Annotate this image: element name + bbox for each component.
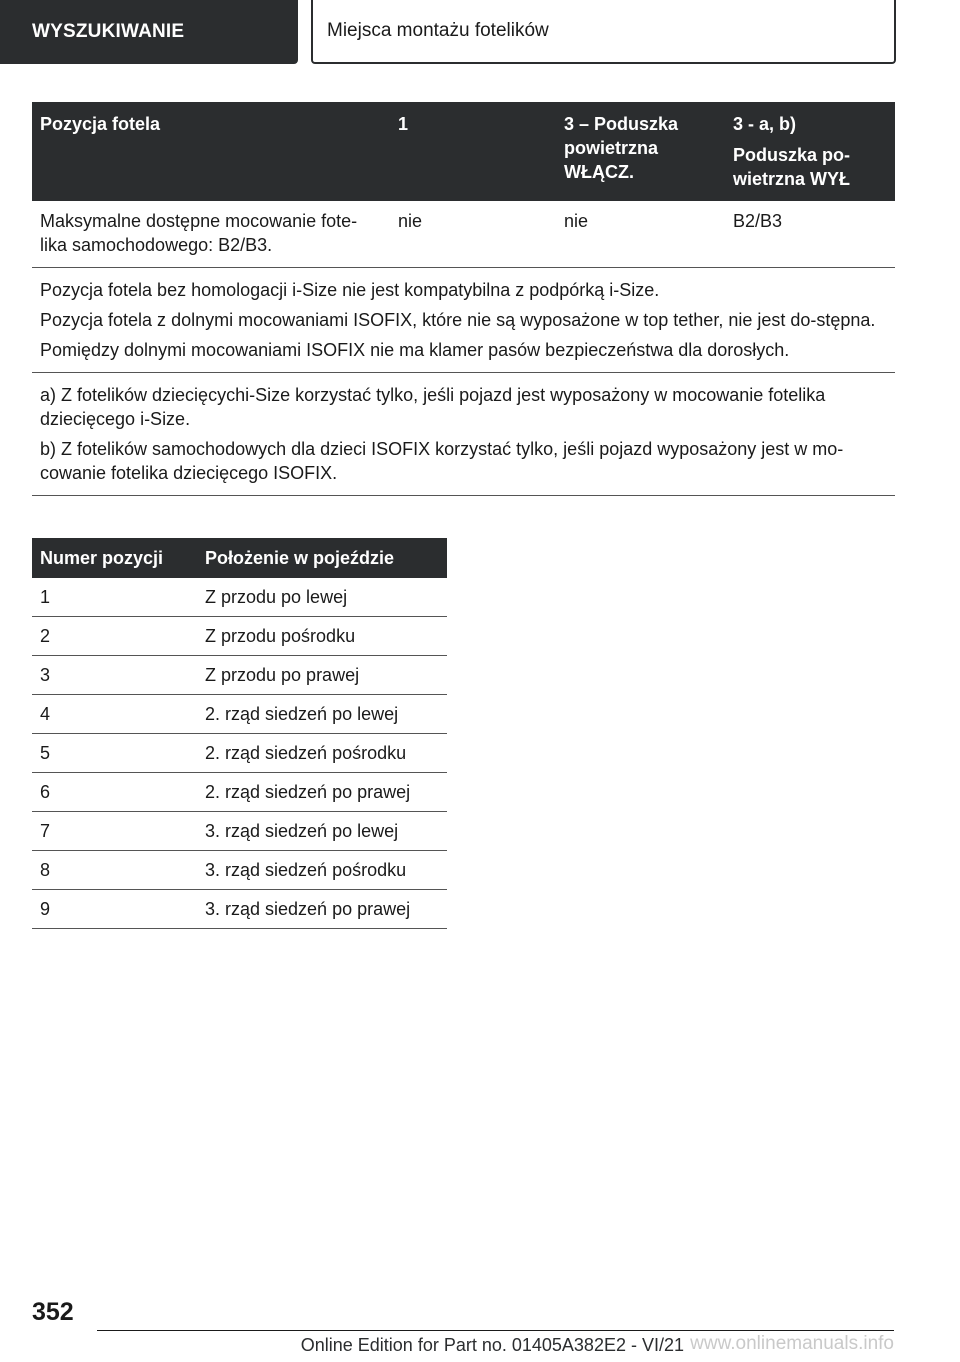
- cell-max-mount: Maksymalne dostępne mocowanie fote-lika samochodowego: B2/B3.: [32, 201, 390, 268]
- page-header: [0, 0, 960, 66]
- position-location: 3. rząd siedzeń po lewej: [197, 812, 447, 851]
- position-number: 2: [32, 617, 197, 656]
- position-location: 3. rząd siedzeń pośrodku: [197, 851, 447, 890]
- position-location: 2. rząd siedzeń pośrodku: [197, 734, 447, 773]
- position-number: 8: [32, 851, 197, 890]
- section-title: Miejsca montażu fotelików: [311, 0, 896, 64]
- position-number: 9: [32, 890, 197, 929]
- table-row: [32, 734, 447, 773]
- table-row: [32, 773, 447, 812]
- note-text: Pomiędzy dolnymi mocowaniami ISOFIX nie ma klamer pasów bezpieczeństwa dla dorosłych.: [40, 340, 790, 360]
- footer-divider: [97, 1330, 894, 1331]
- table-row: [32, 695, 447, 734]
- cell-position-3-off-value: B2/B3: [725, 201, 895, 268]
- table-notes-row: [32, 268, 895, 373]
- page-number: 352: [32, 1298, 74, 1326]
- footer-edition: Online Edition for Part no. 01405A382E2 - VI/21: [300, 1335, 684, 1355]
- position-location: 2. rząd siedzeń po lewej: [197, 695, 447, 734]
- table-row: [32, 890, 447, 929]
- notes-cell: [32, 268, 895, 373]
- position-number: 1: [32, 578, 197, 617]
- table-row: [32, 851, 447, 890]
- footnote-text: a) Z fotelików dziecięcychi-Size korzystać tylko, jeśli pojazd jest wyposażony w mocowanie fotelika dziecięcego i-Size.: [40, 385, 826, 429]
- footnote-text: b) Z fotelików samochodowych dla dzieci ISOFIX korzystać tylko, jeśli pojazd wyposażony jest w mo-cowanie fotelika dziecięcego ISOFIX.: [40, 439, 844, 483]
- position-location: Z przodu pośrodku: [197, 617, 447, 656]
- table-row: [32, 656, 447, 695]
- search-tab[interactable]: WYSZUKIWANIE: [0, 0, 298, 64]
- position-location: Z przodu po lewej: [197, 578, 447, 617]
- position-location: 2. rząd siedzeń po prawej: [197, 773, 447, 812]
- table-footnotes-row: [32, 373, 895, 496]
- seat-position-table: [32, 102, 895, 496]
- header-position-number: Numer pozycji: [32, 538, 197, 578]
- header-position-3-airbag-on: 3 – Poduszka powietrzna WŁĄCZ.: [556, 102, 725, 201]
- seat-table-header-row: [32, 102, 895, 201]
- header-position-1: 1: [390, 102, 556, 201]
- position-location: 3. rząd siedzeń po prawej: [197, 890, 447, 929]
- position-number: 4: [32, 695, 197, 734]
- cell-position-1-value: nie: [390, 201, 556, 268]
- position-number: 3: [32, 656, 197, 695]
- position-number: 6: [32, 773, 197, 812]
- table-row: [32, 812, 447, 851]
- note-text: Pozycja fotela bez homologacji i-Size nie jest kompatybilna z podpórką i-Size.: [40, 280, 660, 300]
- table-row: [32, 578, 447, 617]
- position-number: 5: [32, 734, 197, 773]
- header-vehicle-location: Położenie w pojeździe: [197, 538, 447, 578]
- table-row: [32, 201, 895, 268]
- position-number-table: [32, 538, 447, 929]
- header-position-3-airbag-off: 3 - a, b) Poduszka po-wietrzna WYŁ: [725, 102, 895, 201]
- position-number: 7: [32, 812, 197, 851]
- watermark: www.onlinemanuals.info: [690, 1333, 894, 1354]
- footnotes-cell: [32, 373, 895, 496]
- position-location: Z przodu po prawej: [197, 656, 447, 695]
- position-table-header-row: [32, 538, 447, 578]
- header-seat-position: Pozycja fotela: [32, 102, 390, 201]
- table-row: [32, 617, 447, 656]
- note-text: Pozycja fotela z dolnymi mocowaniami ISOFIX, które nie są wyposażone w top tether, nie jest do-stępna.: [40, 310, 876, 330]
- cell-position-3-on-value: nie: [556, 201, 725, 268]
